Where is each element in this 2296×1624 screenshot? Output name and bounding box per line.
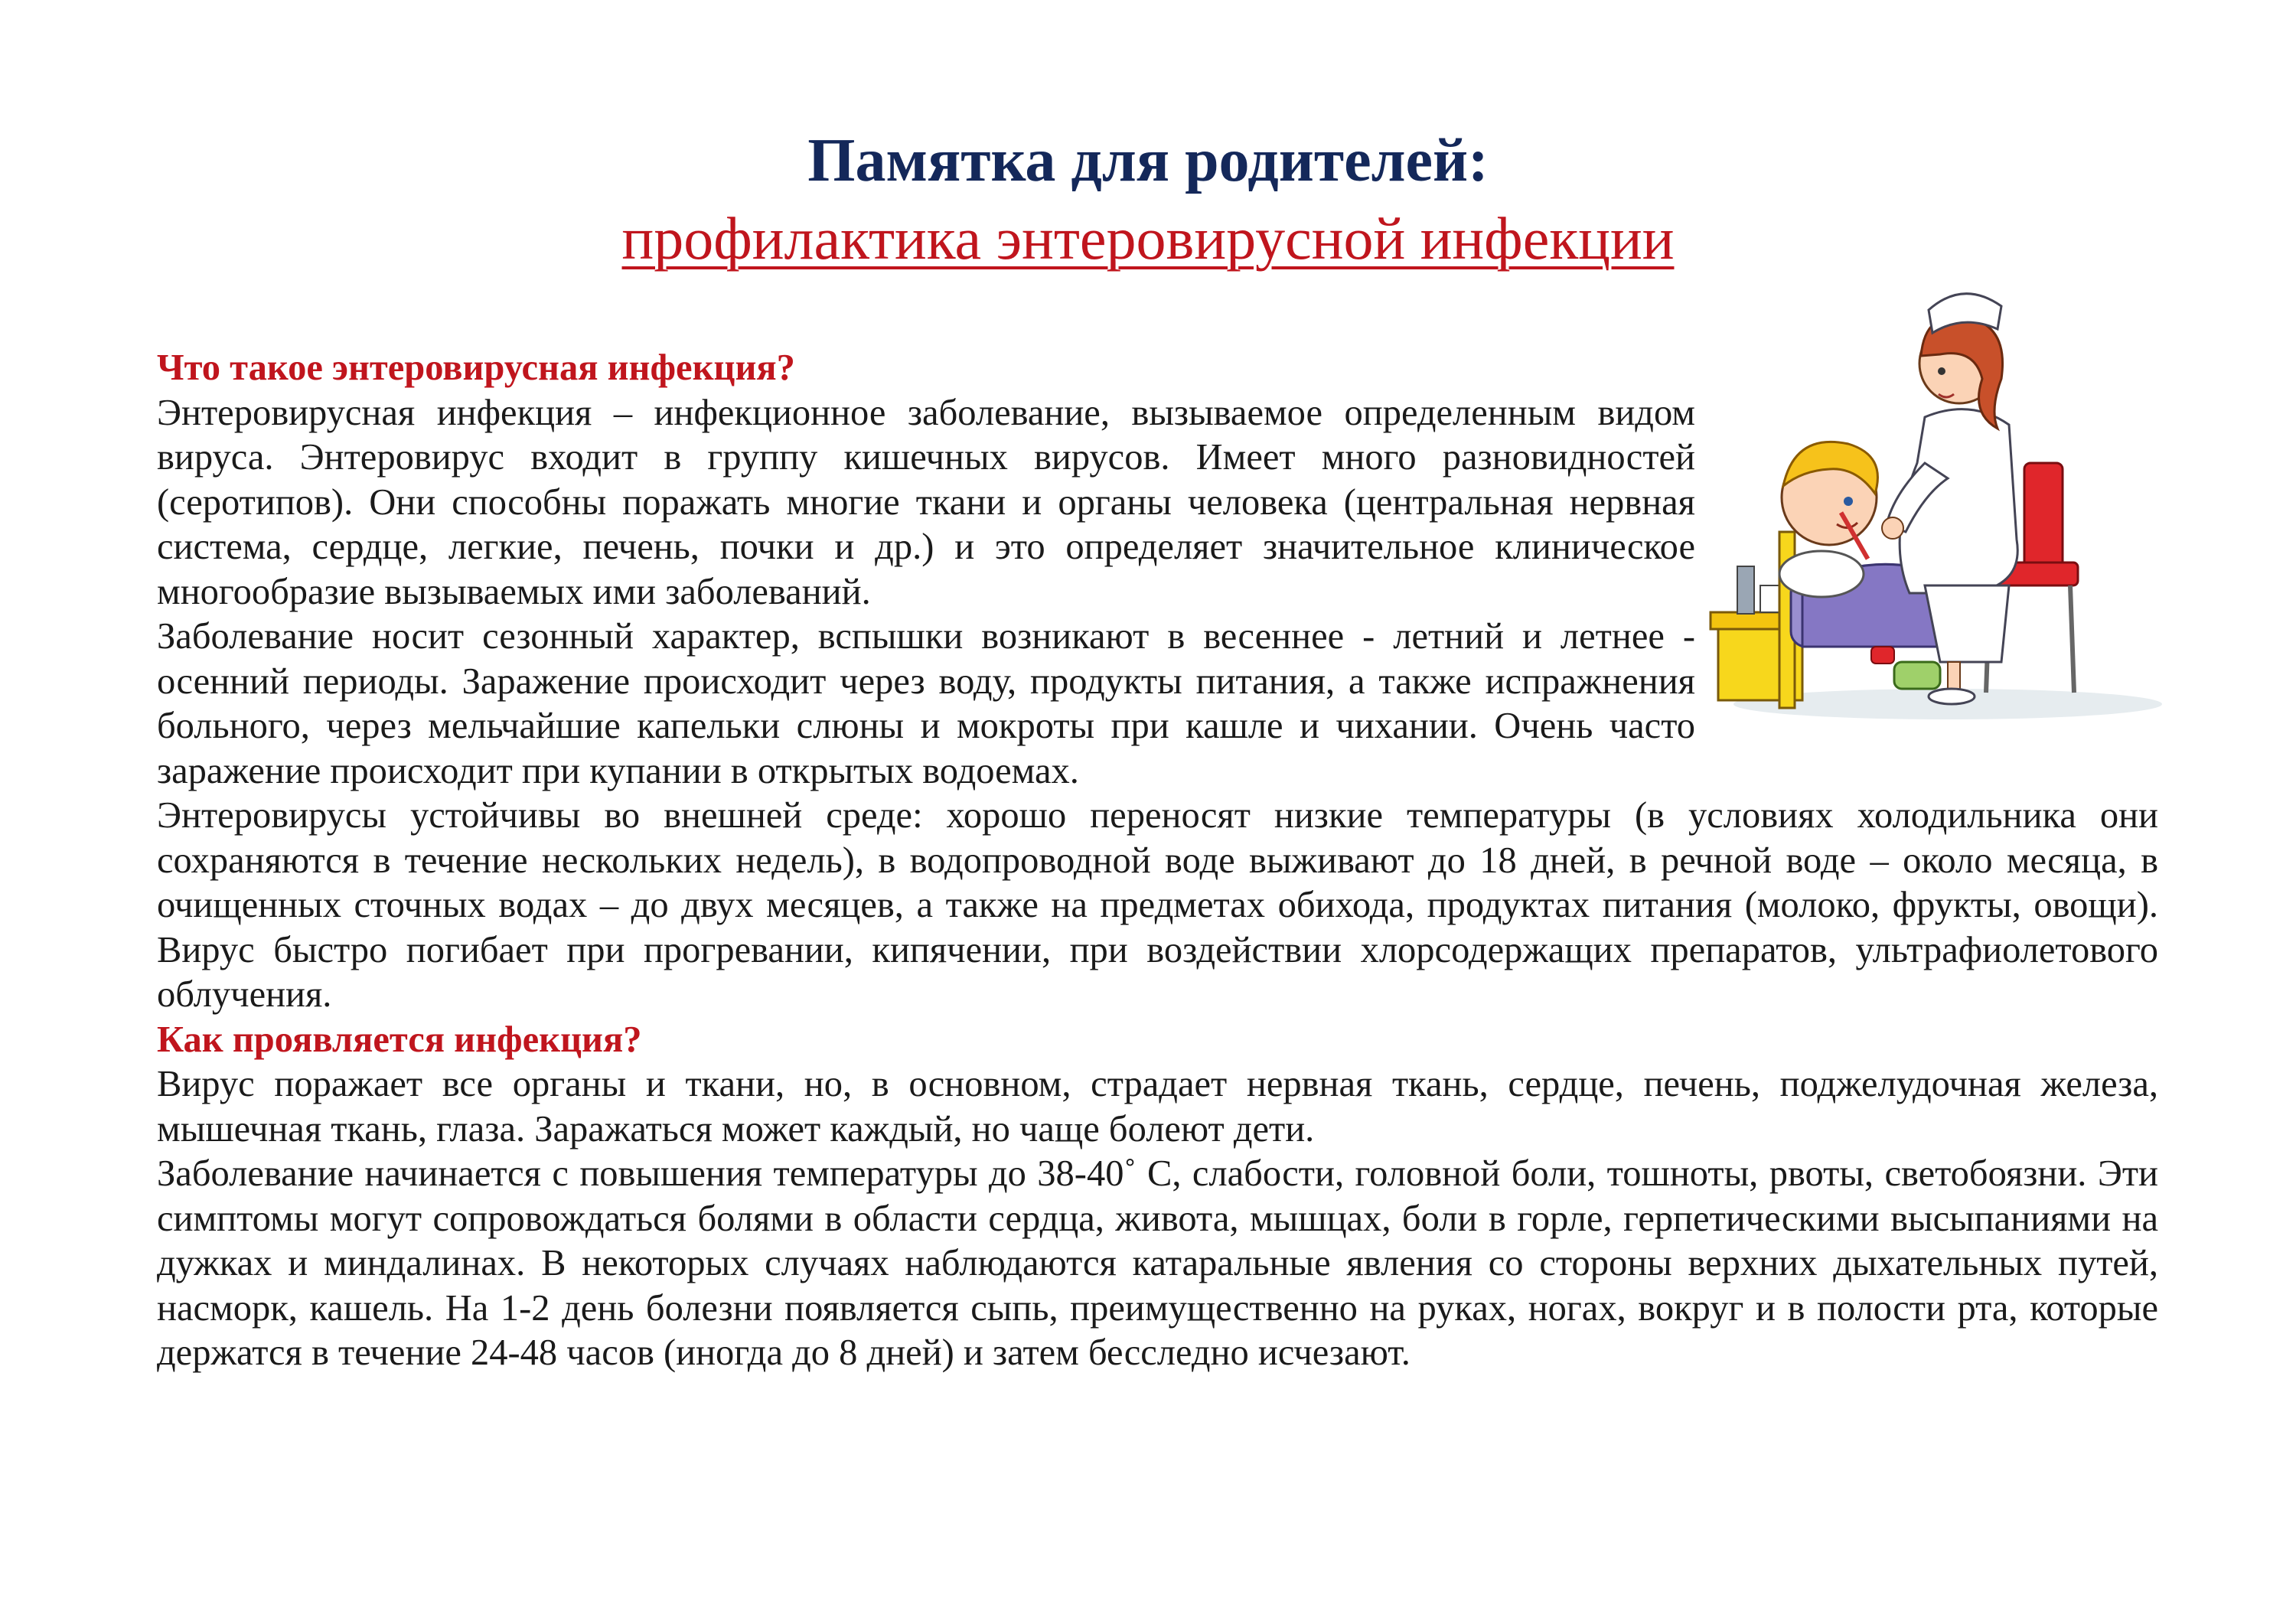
paragraph-transmission: Заболевание носит сезонный характер, вспышки возникают в весеннее - летний и летнее - осенний периоды. Заражение происходит через воду, продукты питания, а также испражнения больного, через мельчайшие капельки слюны и мокроты при кашле и чихании. Очень часто заражение происходит при купании в открытых водоемах. (157, 616, 1695, 791)
paragraph-affected-organs: Вирус поражает все органы и ткани, но, в основном, страдает нервная ткань, сердце, печень, поджелудочная железа, мышечная ткань, глаза. Заражаться может каждый, но чаще болеют дети. (157, 1064, 2158, 1150)
document-body (157, 346, 2158, 1376)
page-title: Памятка для родителей: (807, 127, 1489, 194)
section-heading-what-is: Что такое энтеровирусная инфекция? (157, 347, 795, 388)
paragraph-resistance: Энтеровирусы устойчивы во внешней среде: хорошо переносят низкие температуры (в условиях холодильника они сохраняются в течение нескольких недель), в водопроводной воде выживают до 18 дней, в речной воде – около месяца, в очищенных сточных водах – до двух месяцев, а также на предметах обихода, продуктах питания (молоко, фрукты, овощи). Вирус быстро погибает при прогревании, кипячении, при воздействии хлорсодержащих препаратов, ультрафиолетового облучения. (157, 795, 2158, 1015)
paragraph-symptoms: Заболевание начинается с повышения температуры до 38-40˚ С, слабости, головной боли, тошноты, рвоты, светобоязни. Эти симптомы могут сопровождаться болями в области сердца, живота, мышцах, боли в горле, герпетическими высыпаниями на дужках и миндалинах. В некоторых случаях наблюдаются катаральные явления со стороны верхних дыхательных путей, насморк, кашель. На 1-2 день болезни появляется сыпь, преимущественно на руках, ногах, вокруг и в полости рта, которые держатся в течение 24-48 часов (иногда до 8 дней) и затем бесследно исчезают. (157, 1153, 2158, 1373)
paragraph-definition: Энтеровирусная инфекция – инфекционное заболевание, вызываемое определенным видом вируса. Энтеровирус входит в группу кишечных вирусов. Имеет много разновидностей (серотипов). Они способны поражать многие ткани и органы человека (центральная нервная система, сердце, легкие, печень, почки и др.) и это определяет значительное клиническое многообразие вызываемых ими заболеваний. (157, 392, 1695, 612)
section-heading-symptoms: Как проявляется инфекция? (157, 1019, 642, 1060)
page-subtitle: профилактика энтеровирусной инфекции (621, 205, 1675, 272)
